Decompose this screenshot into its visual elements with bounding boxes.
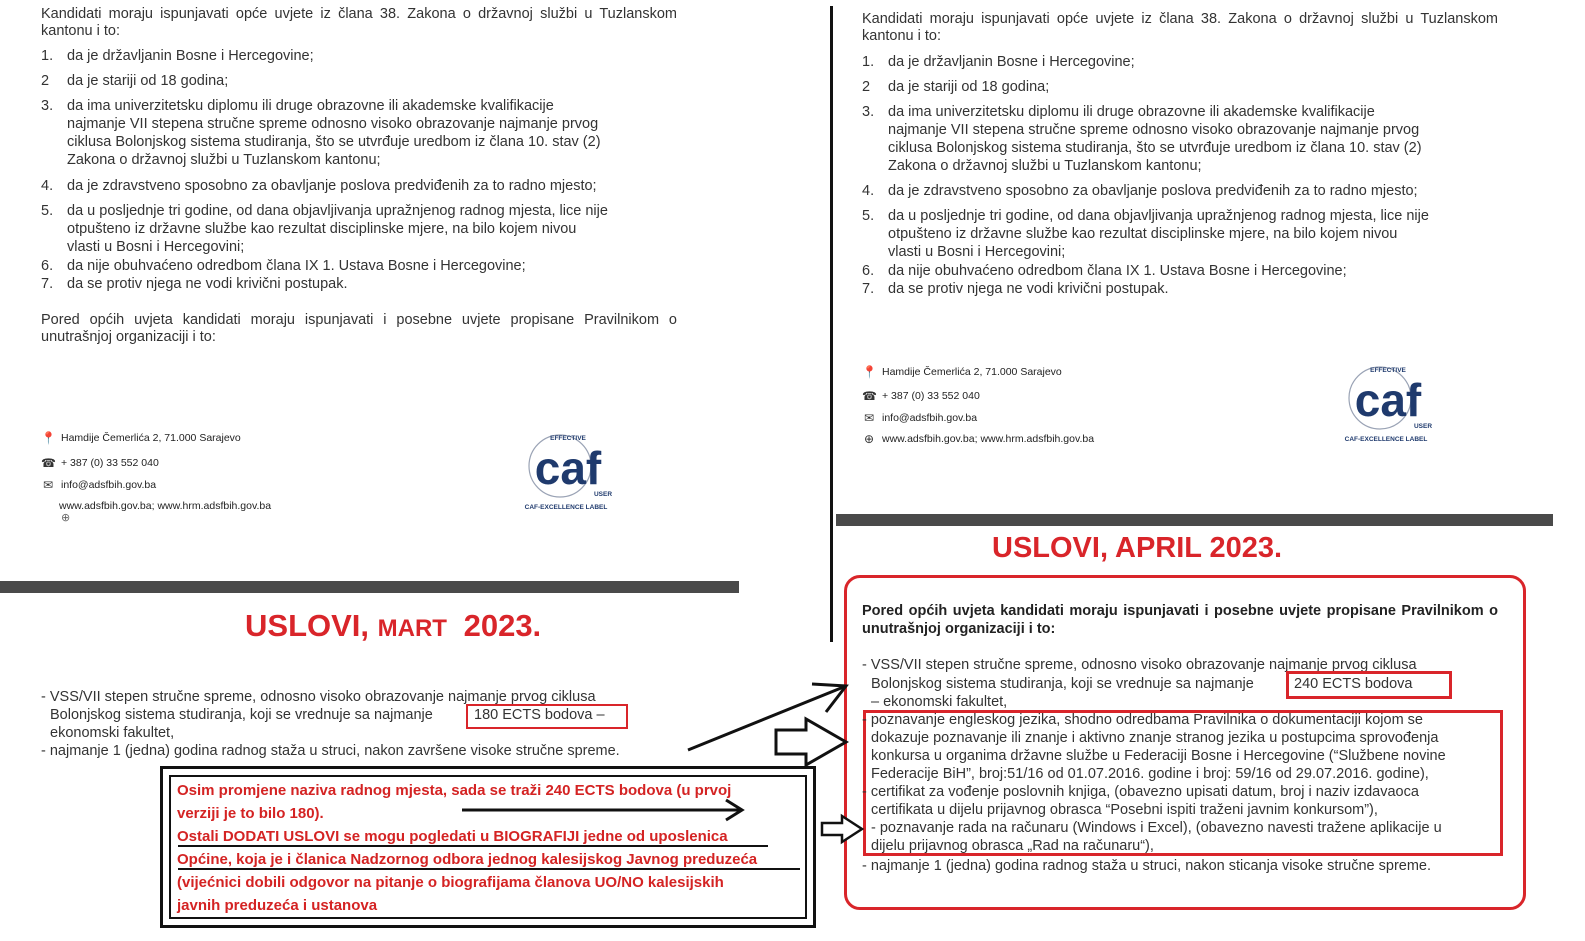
list-item-text: otpušteno iz državne službe kao rezultat disciplinske mjere, na bilo kojem nivou (888, 226, 1398, 242)
email-text: info@adsfbih.gov.ba (882, 412, 978, 424)
list-item-text: da u posljednje tri godine, od dana objavljivanja upražnjenog radnog mjesta, lice nije (888, 208, 1429, 224)
list-item-text: otpušteno iz državne službe kao rezultat disciplinske mjere, na bilo kojem nivou (67, 221, 577, 237)
hollow-arrow-computer (822, 816, 862, 842)
right-intro: Kandidati moraju ispunjavati opće uvjete iz člana 38. Zakona o državnoj službi u Tuzlanskom kantonu i to: (862, 11, 1498, 44)
list-item-text: da je državljanin Bosne i Hercegovine; (67, 48, 314, 64)
list-item-text: Zakona o državnoj službi u Tuzlanskom kantonu; (888, 158, 1202, 174)
list-item-text: ciklusa Bolonjskog sistema studiranja, što se utvrđuje uredbom iz člana 10. stav (2) (67, 134, 601, 150)
list-item-text: da nije obuhvaćeno odredbom člana IX 1. Ustava Bosne i Hercegovine; (67, 258, 526, 274)
added-condition-line: konkursa u organima državne službe u Federaciji Bosne i Hercegovine (“Službene novine (871, 748, 1446, 764)
caf-top-text: EFFECTIVE (550, 435, 586, 442)
note-line: javnih preduzeća i ustanova (177, 897, 378, 914)
right-req1-line-c: – ekonomski fakultet, (871, 694, 1008, 710)
list-item-text: da se protiv njega ne vodi krivični postupak. (67, 276, 348, 292)
right-req1-line-a: - VSS/VII stepen stručne spreme, odnosno visoko obrazovanje najmanje prvog ciklusa (862, 657, 1417, 673)
list-item-number: 3. (41, 98, 54, 114)
list-item-text: da je stariji od 18 godina; (888, 79, 1050, 95)
web-text: www.adsfbih.gov.ba; www.hrm.adsfbih.gov.ba (882, 433, 1095, 445)
list-item-text: najmanje VII stepena stručne spreme odnosno visoko obrazovanje najmanje prvog (67, 116, 599, 132)
list-item-number: 1. (41, 48, 54, 64)
right-req2: - najmanje 1 (jedna) godina radnog staža u struci, nakon sticanja visoke stručne spreme. (862, 858, 1432, 874)
caf-user-text: USER (1413, 423, 1433, 430)
left-title-part-c: 2023. (463, 608, 542, 643)
list-item-number: 2 (862, 79, 871, 95)
added-condition-line: - certifikat za vođenje poslovnih knjiga, (obavezno upisati datum, broj i naziv izdavaoca (862, 784, 1419, 800)
list-item-text: da je državljanin Bosne i Hercegovine; (888, 54, 1135, 70)
note-line: (vijećnici dobili odgovor na pitanje o biografijama članova UO/NO kalesijskih (177, 874, 724, 891)
list-item-text: da ima univerzitetsku diplomu ili druge obrazovne ili akademske kvalifikacije (67, 98, 554, 114)
email-text: info@adsfbih.gov.ba (61, 479, 157, 491)
caf-mark-text: caf (534, 442, 602, 494)
list-item-text: da je stariji od 18 godina; (67, 73, 229, 89)
right-req1-highlight: 240 ECTS bodova (1294, 676, 1413, 692)
web-text: www.adsfbih.gov.ba; www.hrm.adsfbih.gov.ba (59, 500, 272, 512)
arrow-in-note (462, 800, 742, 820)
list-item-number: 6. (862, 263, 875, 279)
list-item-number: 7. (41, 276, 54, 292)
phone-icon: ☎ (862, 389, 877, 403)
left-req1-line-a: - VSS/VII stepen stručne spreme, odnosno visoko obrazovanje najmanje prvog ciklusa (41, 689, 596, 705)
list-item-text: da se protiv njega ne vodi krivični postupak. (888, 281, 1169, 297)
phone-icon: ☎ (41, 456, 56, 470)
list-item-text: vlasti u Bosni i Hercegovini; (67, 239, 245, 255)
added-condition-line: certifikata u dijelu prijavnog obrasca “Posebni ispiti traženi javnim konkursom”), (871, 802, 1378, 818)
note-line: verziji je to bilo 180). (177, 805, 324, 822)
left-title-part-a: USLOVI, (245, 608, 370, 643)
added-condition-line: dokazuje poznavanje ili znanje i aktivno znanje stranog jezika u postupcima sprovođenja (871, 730, 1439, 746)
list-item-number: 3. (862, 104, 875, 120)
left-req1-line-c: ekonomski fakultet, (50, 725, 175, 741)
right-req1-line-b: Bolonjskog sistema studiranja, koji se vrednuje sa najmanje (871, 676, 1254, 692)
envelope-icon: ✉ (42, 478, 54, 492)
address-text: Hamdije Čemerlića 2, 71.000 Sarajevo (61, 432, 241, 444)
note-line: Općine, koja je i članica Nadzornog odbora jednog kalesijskog Javnog preduzeća (177, 851, 758, 868)
list-item-number: 5. (41, 203, 54, 219)
list-item-text: najmanje VII stepena stručne spreme odnosno visoko obrazovanje najmanje prvog (888, 122, 1420, 138)
list-item-number: 1. (862, 54, 875, 70)
list-item-number: 2 (41, 73, 50, 89)
location-pin-icon: 📍 (862, 365, 877, 379)
caf-bottom-text: CAF-EXCELLENCE LABEL (1344, 436, 1428, 443)
left-req2: - najmanje 1 (jedna) godina radnog staža u struci, nakon završene visoke stručne spreme. (41, 743, 620, 759)
globe-icon: ⊕ (61, 512, 71, 524)
right-title: USLOVI, APRIL 2023. (992, 532, 1283, 564)
list-item-text: da u posljednje tri godine, od dana objavljivanja upražnjenog radnog mjesta, lice nije (67, 203, 608, 219)
left-req1-highlight: 180 ECTS bodova – (474, 707, 605, 723)
globe-icon: ⊕ (863, 432, 875, 446)
list-item-text: Zakona o državnoj službi u Tuzlanskom kantonu; (67, 152, 381, 168)
list-item-text: ciklusa Bolonjskog sistema studiranja, što se utvrđuje uredbom iz člana 10. stav (2) (888, 140, 1422, 156)
envelope-icon: ✉ (863, 411, 875, 425)
list-item-text: vlasti u Bosni i Hercegovini; (888, 244, 1066, 260)
note-line: Osim promjene naziva radnog mjesta, sada se traži 240 ECTS bodova (u prvoj (177, 782, 732, 799)
added-condition-line: - poznavanje rada na računaru (Windows i Excel), (obavezno navesti tražene aplikacije u (871, 820, 1442, 836)
added-condition-line: - poznavanje engleskog jezika, shodno odredbama Pravilnika o dokumentaciji kojom se (862, 712, 1423, 728)
added-condition-line: dijelu prijavnog obrasca „Rad na računaru“), (871, 838, 1154, 854)
caf-bottom-text: CAF-EXCELLENCE LABEL (524, 504, 608, 511)
phone-text: + 387 (0) 33 552 040 (882, 390, 980, 402)
added-condition-line: Federacije BiH”, broj:51/16 od 01.07.2016. godine i broj: 59/16 od 29.07.2016. godine), (871, 766, 1429, 782)
list-item-number: 5. (862, 208, 875, 224)
phone-text: + 387 (0) 33 552 040 (61, 457, 159, 469)
left-title-part-b: MART (377, 615, 447, 642)
list-item-text: da ima univerzitetsku diplomu ili druge obrazovne ili akademske kvalifikacije (888, 104, 1375, 120)
hollow-arrow-added (776, 719, 846, 765)
right-special-intro: Pored općih uvjeta kandidati moraju ispunjavati i posebne uvjete propisane Pravilnikom o unutrašnjoj organizaciji i to: (862, 603, 1498, 637)
location-pin-icon: 📍 (41, 431, 56, 445)
list-item-number: 4. (41, 178, 54, 194)
address-text: Hamdije Čemerlića 2, 71.000 Sarajevo (882, 366, 1062, 378)
list-item-text: da je zdravstveno sposobno za obavljanje poslova predviđenih za to radno mjesto; (67, 178, 597, 194)
left-intro: Kandidati moraju ispunjavati opće uvjete iz člana 38. Zakona o državnoj službi u Tuzlanskom kantonu i to: (41, 6, 677, 39)
list-item-text: da nije obuhvaćeno odredbom člana IX 1. Ustava Bosne i Hercegovine; (888, 263, 1347, 279)
left-special-intro: Pored općih uvjeta kandidati moraju ispunjavati i posebne uvjete propisane Pravilnikom o unutrašnjoj organizaciji i to: (41, 312, 677, 345)
caf-top-text: EFFECTIVE (1370, 367, 1406, 374)
caf-mark-text: caf (1354, 374, 1422, 426)
list-item-number: 4. (862, 183, 875, 199)
note-line: Ostali DODATI USLOVI se mogu pogledati u BIOGRAFIJI jedne od uposlenica (177, 828, 728, 845)
list-item-number: 6. (41, 258, 54, 274)
list-item-text: da je zdravstveno sposobno za obavljanje poslova predviđenih za to radno mjesto; (888, 183, 1418, 199)
left-req1-line-b: Bolonjskog sistema studiranja, koji se vrednuje sa najmanje (50, 707, 433, 723)
caf-user-text: USER (593, 491, 613, 498)
list-item-number: 7. (862, 281, 875, 297)
